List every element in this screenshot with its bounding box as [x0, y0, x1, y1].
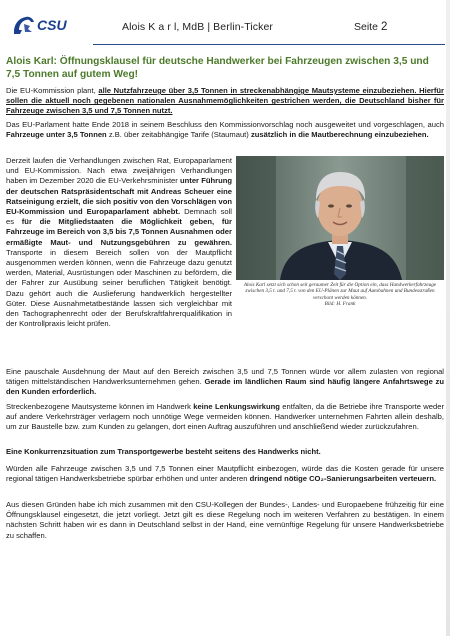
text-span: z.B. über zeitabhängige Tarife (Staumaut): [106, 130, 251, 140]
text-span: Transporte in diesem Bereich sollen von der Mautpflicht ausgenommen werden können, wenn die Fahrzeuge dazu genutzt werden, Material, Ausrüstungen oder Maschinen zu befördern, die der Fahrer zur Ausübung seiner beruflichen Tätigkeit benötigt. Dazu gehört auch die Auslieferung handwerklich hergestellter Güter. Diese Ausnahmetatbestände lassen sich vergleichbar mit den Tachographenrecht oder der Berufskraftfahrerqualifikation in der Kontrollpraxis leicht prüfen.: [6, 247, 232, 329]
portrait-photo: [236, 156, 444, 280]
text-span: Die EU-Kommission plant,: [6, 86, 99, 95]
page-header: [0, 0, 450, 48]
paragraph-competition: [6, 447, 444, 457]
paragraph-rural: [6, 367, 444, 398]
newsletter-title: Alois K a r l, MdB | Berlin-Ticker: [122, 21, 274, 33]
text-span: Eine pauschale Ausdehnung der Maut auf den Bereich zwischen 3,5 und 7,5 Tonnen würde vor allem zulasten von regional tätigen mittelständischen Handwerksunternehmen gehen.: [6, 367, 444, 387]
text-span: Streckenbezogene Mautsysteme können im Handwerk: [6, 402, 194, 411]
text-emphasis: alle Nutzfahrzeuge über 3,5 Tonnen in streckenabhängige Mautsysteme einzubeziehen. Hierfür sollen die aktuell noch gegebenen nationalen Ausnahmemöglichkeiten gestrichen werden, die Deutschland bisher für Fahrzeuge zwischen 3,5 und 7,5 Tonnen nutzt.: [6, 86, 445, 116]
article-headline: Alois Karl: Öffnungsklausel für deutsche Handwerker bei Fahrzeugen zwischen 3,5 und 7,5 Tonnen auf gutem Weg!: [6, 56, 429, 80]
text-emphasis: dringend nötige CO₂-Sanierungsarbeiten verteuern.: [249, 474, 437, 484]
photo-caption: [238, 282, 442, 308]
paragraph-conclusion: [6, 500, 444, 541]
logo-wordmark: CSU: [37, 17, 67, 33]
paragraph-steering: [6, 402, 444, 433]
text-span: Derzeit laufen die Verhandlungen zwischen Rat, Europaparlament und EU-Kommission. Nach etwa zweijährigen Verhandlungen haben im Dezember 2020 die EU-Verkehrsminister: [6, 156, 232, 186]
text-span: Würden alle Fahrzeuge zwischen 3,5 und 7,5 Tonnen einer Mautpflicht einbezogen, würde das die Kosten gerade für unsere regional tätigen Handwerksbetriebe spürbar erhöhen und unter anderen: [6, 464, 444, 484]
text-span: Das EU-Parlament hatte Ende 2018 in seinem Beschluss den Kommissionvorschlag noch ausgeweitet und vorgeschlagen, auch: [6, 120, 444, 129]
paragraph-parliament: [6, 120, 444, 140]
text-emphasis: Fahrzeuge unter 3,5 Tonnen: [6, 130, 107, 140]
portrait-illustration: [236, 156, 444, 280]
text-emphasis: unter Führung der deutschen Ratspräsidentschaft mit Andreas Scheuer eine Ratseinigung erzielt, die sich positiv von den Vorschlägen von EU-Kommission und Europaparlament abhebt.: [6, 176, 232, 217]
csu-logo: [10, 10, 80, 40]
page-label: Seite: [354, 21, 378, 33]
paragraph-costs: [6, 464, 444, 484]
paragraph-negotiations: [6, 156, 232, 329]
text-span: Aus diesen Gründen habe ich mich zusammen mit den CSU-Kollegen der Bundes-, Landes- und Europaebene frühzeitig für eine Öffnungsklausel eingesetzt, die jetzt vorliegt. Jetzt gilt es diese Regelung noch im weiteren Verfahren zu bestätigen. In einem nächsten Schritt haben wir es dann in Deutschland selbst in der Hand, eine vernünftige Regelung für unsere Handwerksbetriebe zu schaffen.: [6, 500, 444, 540]
page-edge: [446, 0, 450, 636]
text-emphasis: für die Mitgliedstaaten die Möglichkeit geben, für Fahrzeuge im Bereich von 3,5 bis 7,5 Tonnen Ausnahmen oder ermäßigte Maut- und Nutzungsgebühren zu gewähren.: [6, 217, 232, 247]
header-divider: [93, 44, 445, 45]
caption-text: Alois Karl setzt sich schon seit geraumer Zeit für die Option ein, dass Handwerkerfahrzeuge zwischen 3,5 t. und 7,5 t. von den EU-Plänen zur Maut auf Autobahnen und Bundesstraßen verschont werden können.: [243, 282, 437, 301]
page-number: 2: [380, 21, 388, 33]
text-span: Demnach soll es: [6, 207, 232, 227]
photo-credit: Bild: H. Frank: [324, 301, 356, 308]
text-span: entfalten, da die Betriebe ihre Transporte weder auf andere Verkehrsträger verlagern noch unnötige Wege vermeiden können. Handwerker unternehmen Fahrten allein deshalb, um zur Baustelle bzw. zum Kunden zu gelangen, dort einen Auftrag auszuführen und anschließend wieder zurückzufahren.: [6, 402, 444, 432]
text-emphasis: Gerade im ländlichen Raum sind häufig längere Anfahrtswege zu den Kunden erforderlich.: [6, 377, 444, 397]
text-emphasis: zusätzlich in die Mautberechnung einzubeziehen.: [250, 130, 429, 140]
paragraph-intro: [6, 86, 444, 117]
text-emphasis: keine Lenkungswirkung: [193, 402, 280, 411]
page-indicator: [354, 21, 387, 33]
text-emphasis: Eine Konkurrenzsituation zum Transportgewerbe besteht seitens des Handwerks nicht.: [6, 447, 321, 456]
